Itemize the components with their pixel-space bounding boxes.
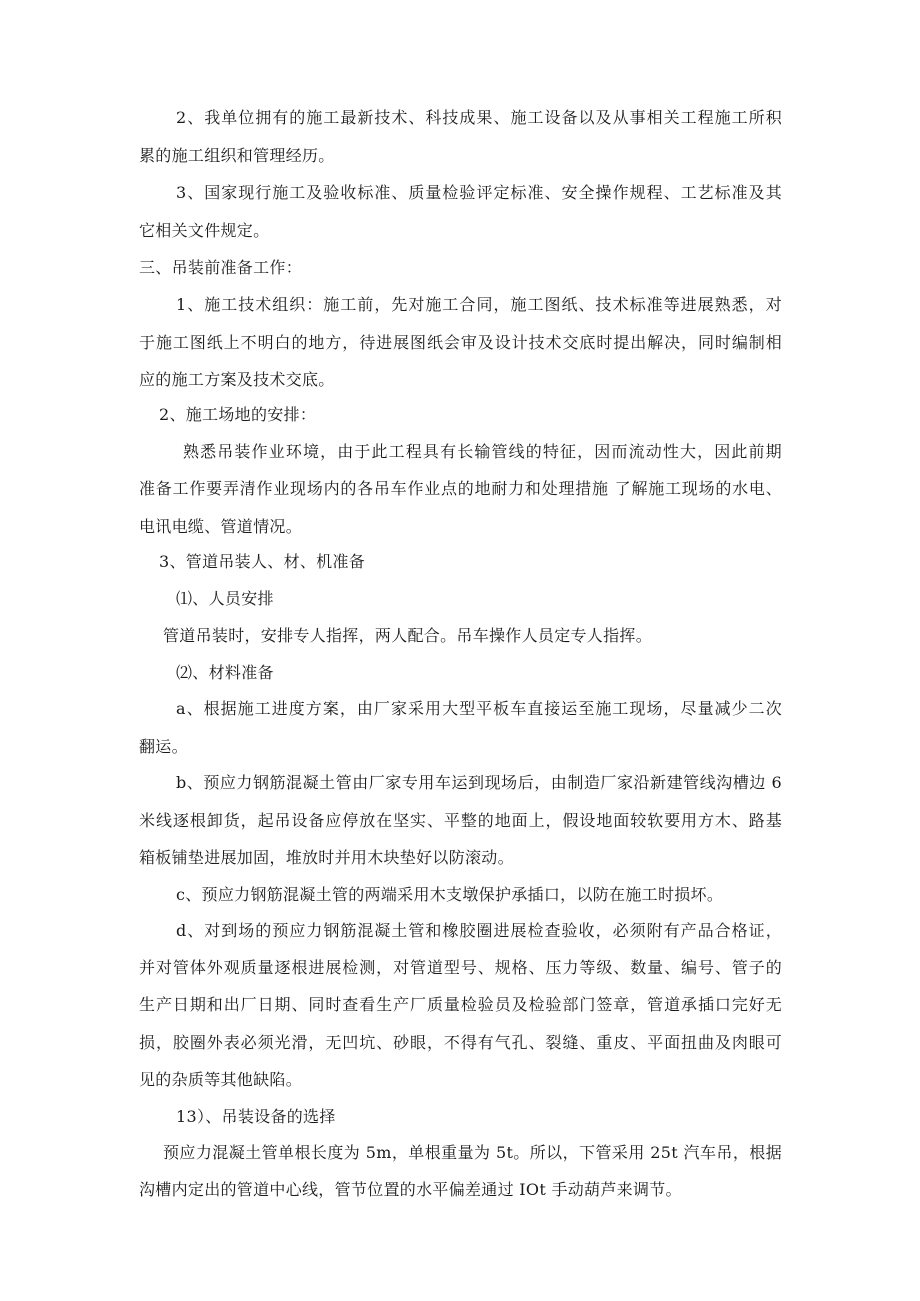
paragraph-line: 沟槽内定出的管道中心线，管节位置的水平偏差通过 IOt 手动葫芦来调节。 [139, 1180, 682, 1199]
paragraph-line: 2、我单位拥有的施工最新技术、科技成果、施工设备以及从事相关工程施工所积 [176, 108, 782, 127]
paragraph-line: 预应力混凝土管单根长度为 5m，单根重量为 5t。所以，下管采用 25t 汽车吊，根据 [163, 1143, 782, 1162]
paragraph-line: 电讯电缆、管道情况。 [139, 517, 303, 536]
paragraph-line: 并对管体外观质量逐根进展检测，对管道型号、规格、压力等级、数量、编号、管子的 [139, 958, 782, 977]
paragraph-line: b、预应力钢筋混凝土管由厂家专用车运到现场后，由制造厂家沿新建管线沟槽边 6 [176, 773, 782, 792]
paragraph-line: 于施工图纸上不明白的地方，待进展图纸会审及设计技术交底时提出解决，同时编制相 [139, 333, 782, 352]
paragraph-line: 熟悉吊装作业环境，由于此工程具有长输管线的特征，因而流动性大，因此前期 [183, 442, 782, 461]
paragraph-line: c、预应力钢筋混凝土管的两端采用木支墩保护承插口，以防在施工时损坏。 [176, 885, 724, 904]
paragraph-line: 3、国家现行施工及验收标准、质量检验评定标准、安全操作规程、工艺标准及其 [176, 183, 782, 202]
paragraph-line: 累的施工组织和管理经历。 [139, 146, 335, 165]
subheading: ⑵、材料准备 [176, 663, 274, 682]
paragraph-line: 米线逐根卸货，起吊设备应停放在坚实、平整的地面上，假设地面较软要用方木、路基 [139, 811, 782, 830]
paragraph-line: 应的施工方案及技术交底。 [139, 370, 335, 389]
paragraph-line: 损，胶圈外表必须光滑，无凹坑、砂眼，不得有气孔、裂缝、重皮、平面扭曲及肉眼可 [139, 1033, 782, 1052]
paragraph-line: 准备工作要弄清作业现场内的各吊车作业点的地耐力和处理措施 了解施工现场的水电、 [139, 479, 782, 498]
section-heading: 三、吊装前准备工作： [139, 258, 303, 277]
paragraph-line: 1、施工技术组织：施工前，先对施工合同，施工图纸、技术标准等进展熟悉，对 [176, 295, 782, 314]
paragraph-line: 生产日期和出厂日期、同时查看生产厂质量检验员及检验部门签章，管道承插口完好无 [139, 995, 782, 1014]
paragraph-line: 管道吊装时，安排专人指挥，两人配合。吊车操作人员定专人指挥。 [163, 626, 653, 645]
paragraph-line: d、对到场的预应力钢筋混凝土管和橡胶圈进展检查验收，必须附有产品合格证， [176, 921, 782, 940]
paragraph-line: 翻运。 [139, 737, 188, 756]
paragraph-line: a、根据施工进度方案，由厂家采用大型平板车直接运至施工现场，尽量减少二次 [176, 699, 782, 718]
subheading: 2、施工场地的安排： [159, 405, 317, 424]
paragraph-line: 箱板铺垫进展加固，堆放时并用木块垫好以防滚动。 [139, 848, 514, 867]
subheading: ⑴、人员安排 [176, 589, 274, 608]
paragraph-line: 它相关文件规定。 [139, 221, 270, 240]
subheading: 13）、吊装设备的选择 [176, 1107, 336, 1126]
paragraph-line: 见的杂质等其他缺陷。 [139, 1070, 303, 1089]
subheading: 3、管道吊装人、材、机准备 [159, 552, 366, 571]
